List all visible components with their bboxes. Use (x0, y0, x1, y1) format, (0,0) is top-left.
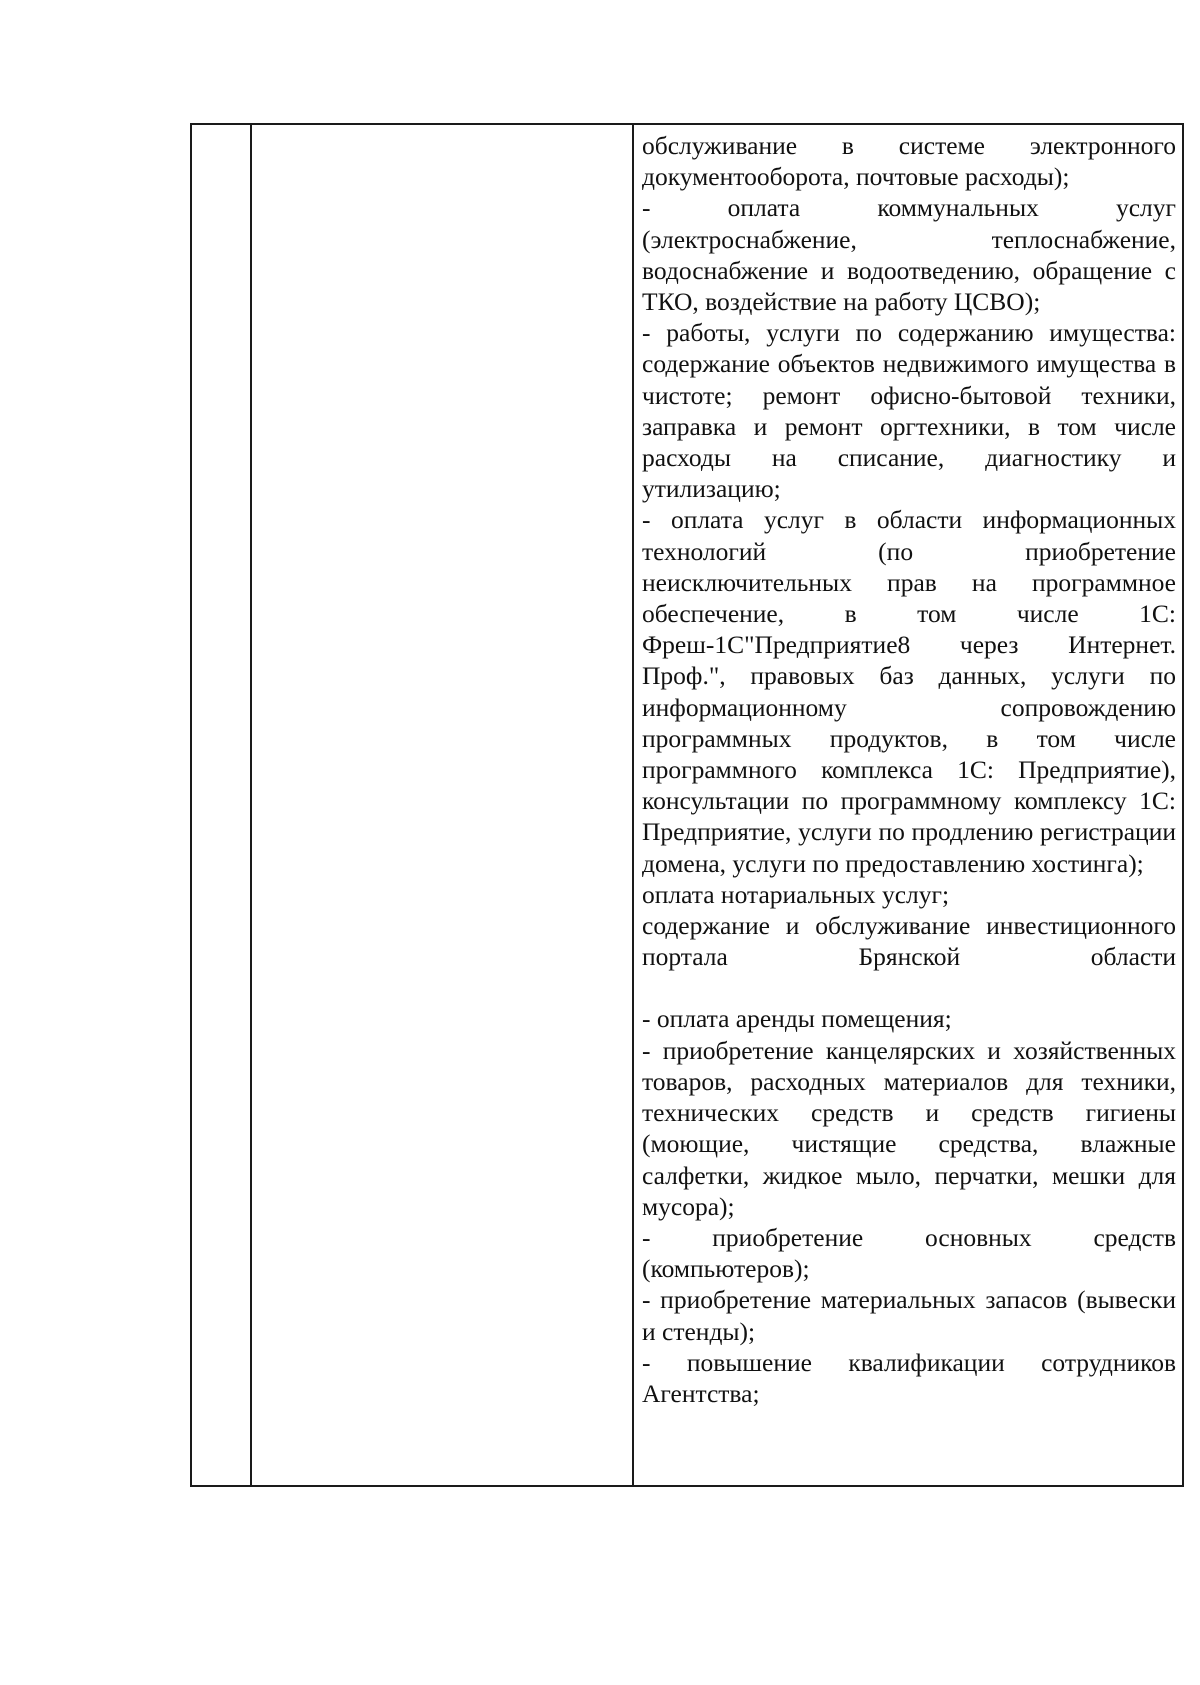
description-paragraph: содержание и обслуживание инвестиционного портала Брянской области (642, 911, 1176, 972)
description-paragraph: - работы, услуги по содержанию имущества: содержание объектов недвижимого имущества в чистоте; ремонт офисно-бытовой техники, заправка и ремонт оргтехники, в том числе расходы на списание, диагностику и утилизацию; (642, 318, 1176, 504)
document-table (190, 123, 1184, 1487)
table-cell-number (191, 124, 251, 1486)
paragraph-spacer (642, 972, 1176, 1003)
description-paragraph: - оплата коммунальных услуг (электроснабжение, теплоснабжение, водоснабжение и водоотведению, обращение с ТКО, воздействие на работу ЦСВО); (642, 193, 1176, 317)
description-paragraph: - приобретение материальных запасов (вывески и стенды); (642, 1285, 1176, 1346)
description-paragraph: - повышение квалификации сотрудников Агентства; (642, 1347, 1176, 1408)
description-text (634, 125, 1182, 1409)
description-paragraph: - оплата аренды помещения; (642, 1004, 952, 1034)
table-cell-description (633, 124, 1183, 1486)
table-row (191, 124, 1183, 1486)
description-paragraph: оплата нотариальных услуг; (642, 879, 950, 909)
description-paragraph: - оплата услуг в области информационных технологий (по приобретение неисключительных прав на программное обеспечение, в том числе 1С: Фреш-1С"Предприятие8 через Интернет. Проф.", правовых баз данных, услуги по информационному сопровождению программных продуктов, в том числе программного комплекса 1С: Предприятие), консультации по программному комплексу 1С: Предприятие, услуги по продлению регистрации домена, услуги по предоставлению хостинга); (642, 505, 1176, 878)
description-paragraph: - приобретение канцелярских и хозяйственных товаров, расходных материалов для техники, технических средств и средств гигиены (моющие, чистящие средства, влажные салфетки, жидкое мыло, перчатки, мешки для мусора); (642, 1035, 1176, 1221)
table-cell-name (251, 124, 633, 1486)
description-paragraph: - приобретение основных средств (компьютеров); (642, 1222, 1176, 1284)
description-paragraph: обслуживание в системе электронного документооборота, почтовые расходы); (642, 131, 1176, 192)
